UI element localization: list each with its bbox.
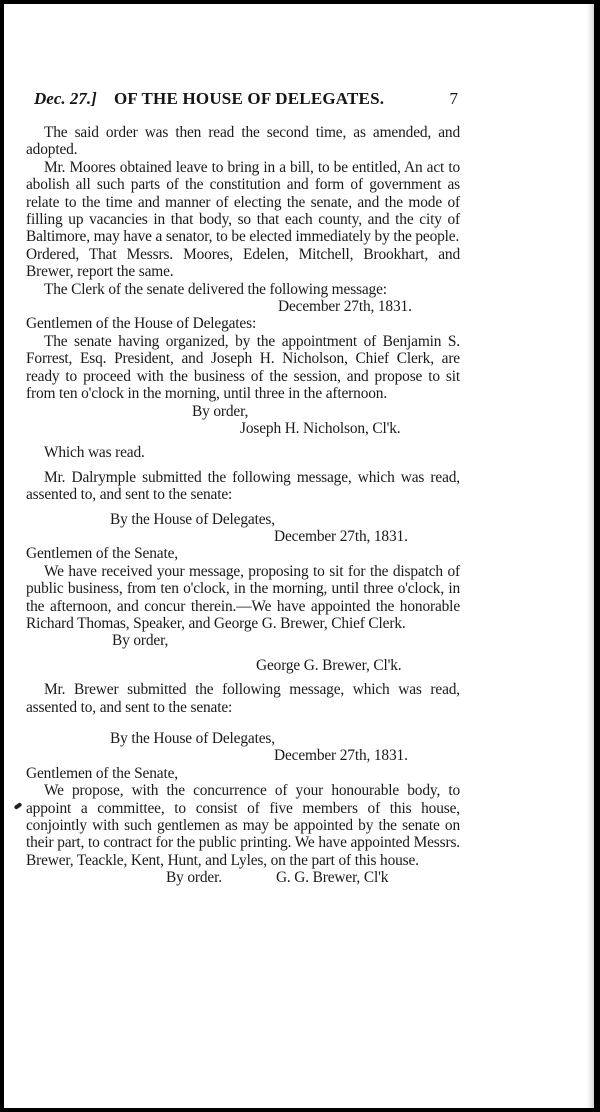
page-number: 7 — [449, 89, 458, 108]
paragraph-clerk-message: The Clerk of the senate delivered the following message: — [44, 280, 387, 298]
message1-signature: Joseph H. Nicholson, Cl'k. — [240, 419, 401, 437]
message3-signature: G. G. Brewer, Cl'k — [275, 869, 389, 887]
page-body — [26, 124, 460, 887]
paragraph-order-adopted: The said order was then read the second time, as amended, and adopted. — [26, 124, 460, 159]
message3-body: We propose, with the concurrence of your honourable body, to appoint a committee, to consist of five members of this house, conjointly with such gentlemen as may be appointed by the senate on their part, to contract for the public printing. We have appointed Messrs. Brewer, Teackle, Kent, Hunt, and Lyles, on the part of this house. — [26, 782, 460, 869]
message2-by-order: By order, — [112, 632, 169, 650]
header-title: OF THE HOUSE OF DELEGATES. — [114, 89, 385, 108]
paragraph-ordered: Ordered, That Messrs. Moores, Edelen, Mitchell, Brookhart, and Brewer, report the same. — [26, 245, 460, 281]
message2-body: We have received your message, proposing to sit for the dispatch of public business, from ten o'clock, in the morning, until three o'clock, in the afternoon, and concur therein.—We have appointed the honorable Richard Thomas, Speaker, and George G. Brewer, Chief Clerk. — [26, 562, 460, 632]
paragraph-brewer: Mr. Brewer submitted the following message, which was read, assented to, and sent to the senate: — [26, 681, 460, 716]
message3-date: December 27th, 1831. — [274, 747, 408, 765]
message3-by-order: By order. — [166, 869, 222, 887]
message1-date: December 27th, 1831. — [278, 298, 412, 316]
page-edge — [586, 4, 594, 1108]
page-header — [34, 89, 458, 113]
paragraph-moores-bill: Mr. Moores obtained leave to bring in a bill, to be entitled, An act to abolish all such parts of the constitution and form of government as relate to the time and manner of electing the senate, and the mode of filling up vacancies in that body, so that each county, and the city of Baltimore, may have a senator, to be elected immediately by the people. — [26, 158, 460, 246]
header-date: Dec. 27.] — [34, 89, 97, 108]
message2-signature: George G. Brewer, Cl'k. — [256, 656, 402, 674]
message3-from: By the House of Delegates, — [110, 730, 275, 747]
message2-from: By the House of Delegates, — [110, 510, 275, 528]
ink-mark — [14, 802, 23, 810]
paragraph-dalrymple: Mr. Dalrymple submitted the following message, which was read, assented to, and sent to the senate: — [26, 468, 460, 504]
message2-date: December 27th, 1831. — [274, 527, 408, 545]
message3-closing — [26, 869, 460, 886]
document-page — [4, 4, 594, 1108]
message3-salutation: Gentlemen of the Senate, — [26, 764, 178, 782]
message2-salutation: Gentlemen of the Senate, — [26, 545, 178, 563]
message1-body: The senate having organized, by the appointment of Benjamin S. Forrest, Esq. President, and Joseph H. Nicholson, Chief Clerk, are ready to proceed with the business of the session, and propose to sit from ten o'clock in the morning, until three in the afternoon. — [26, 332, 460, 403]
paragraph-which-was-read: Which was read. — [44, 444, 145, 462]
message1-by-order: By order, — [192, 402, 249, 420]
message1-salutation: Gentlemen of the House of Delegates: — [26, 315, 257, 333]
